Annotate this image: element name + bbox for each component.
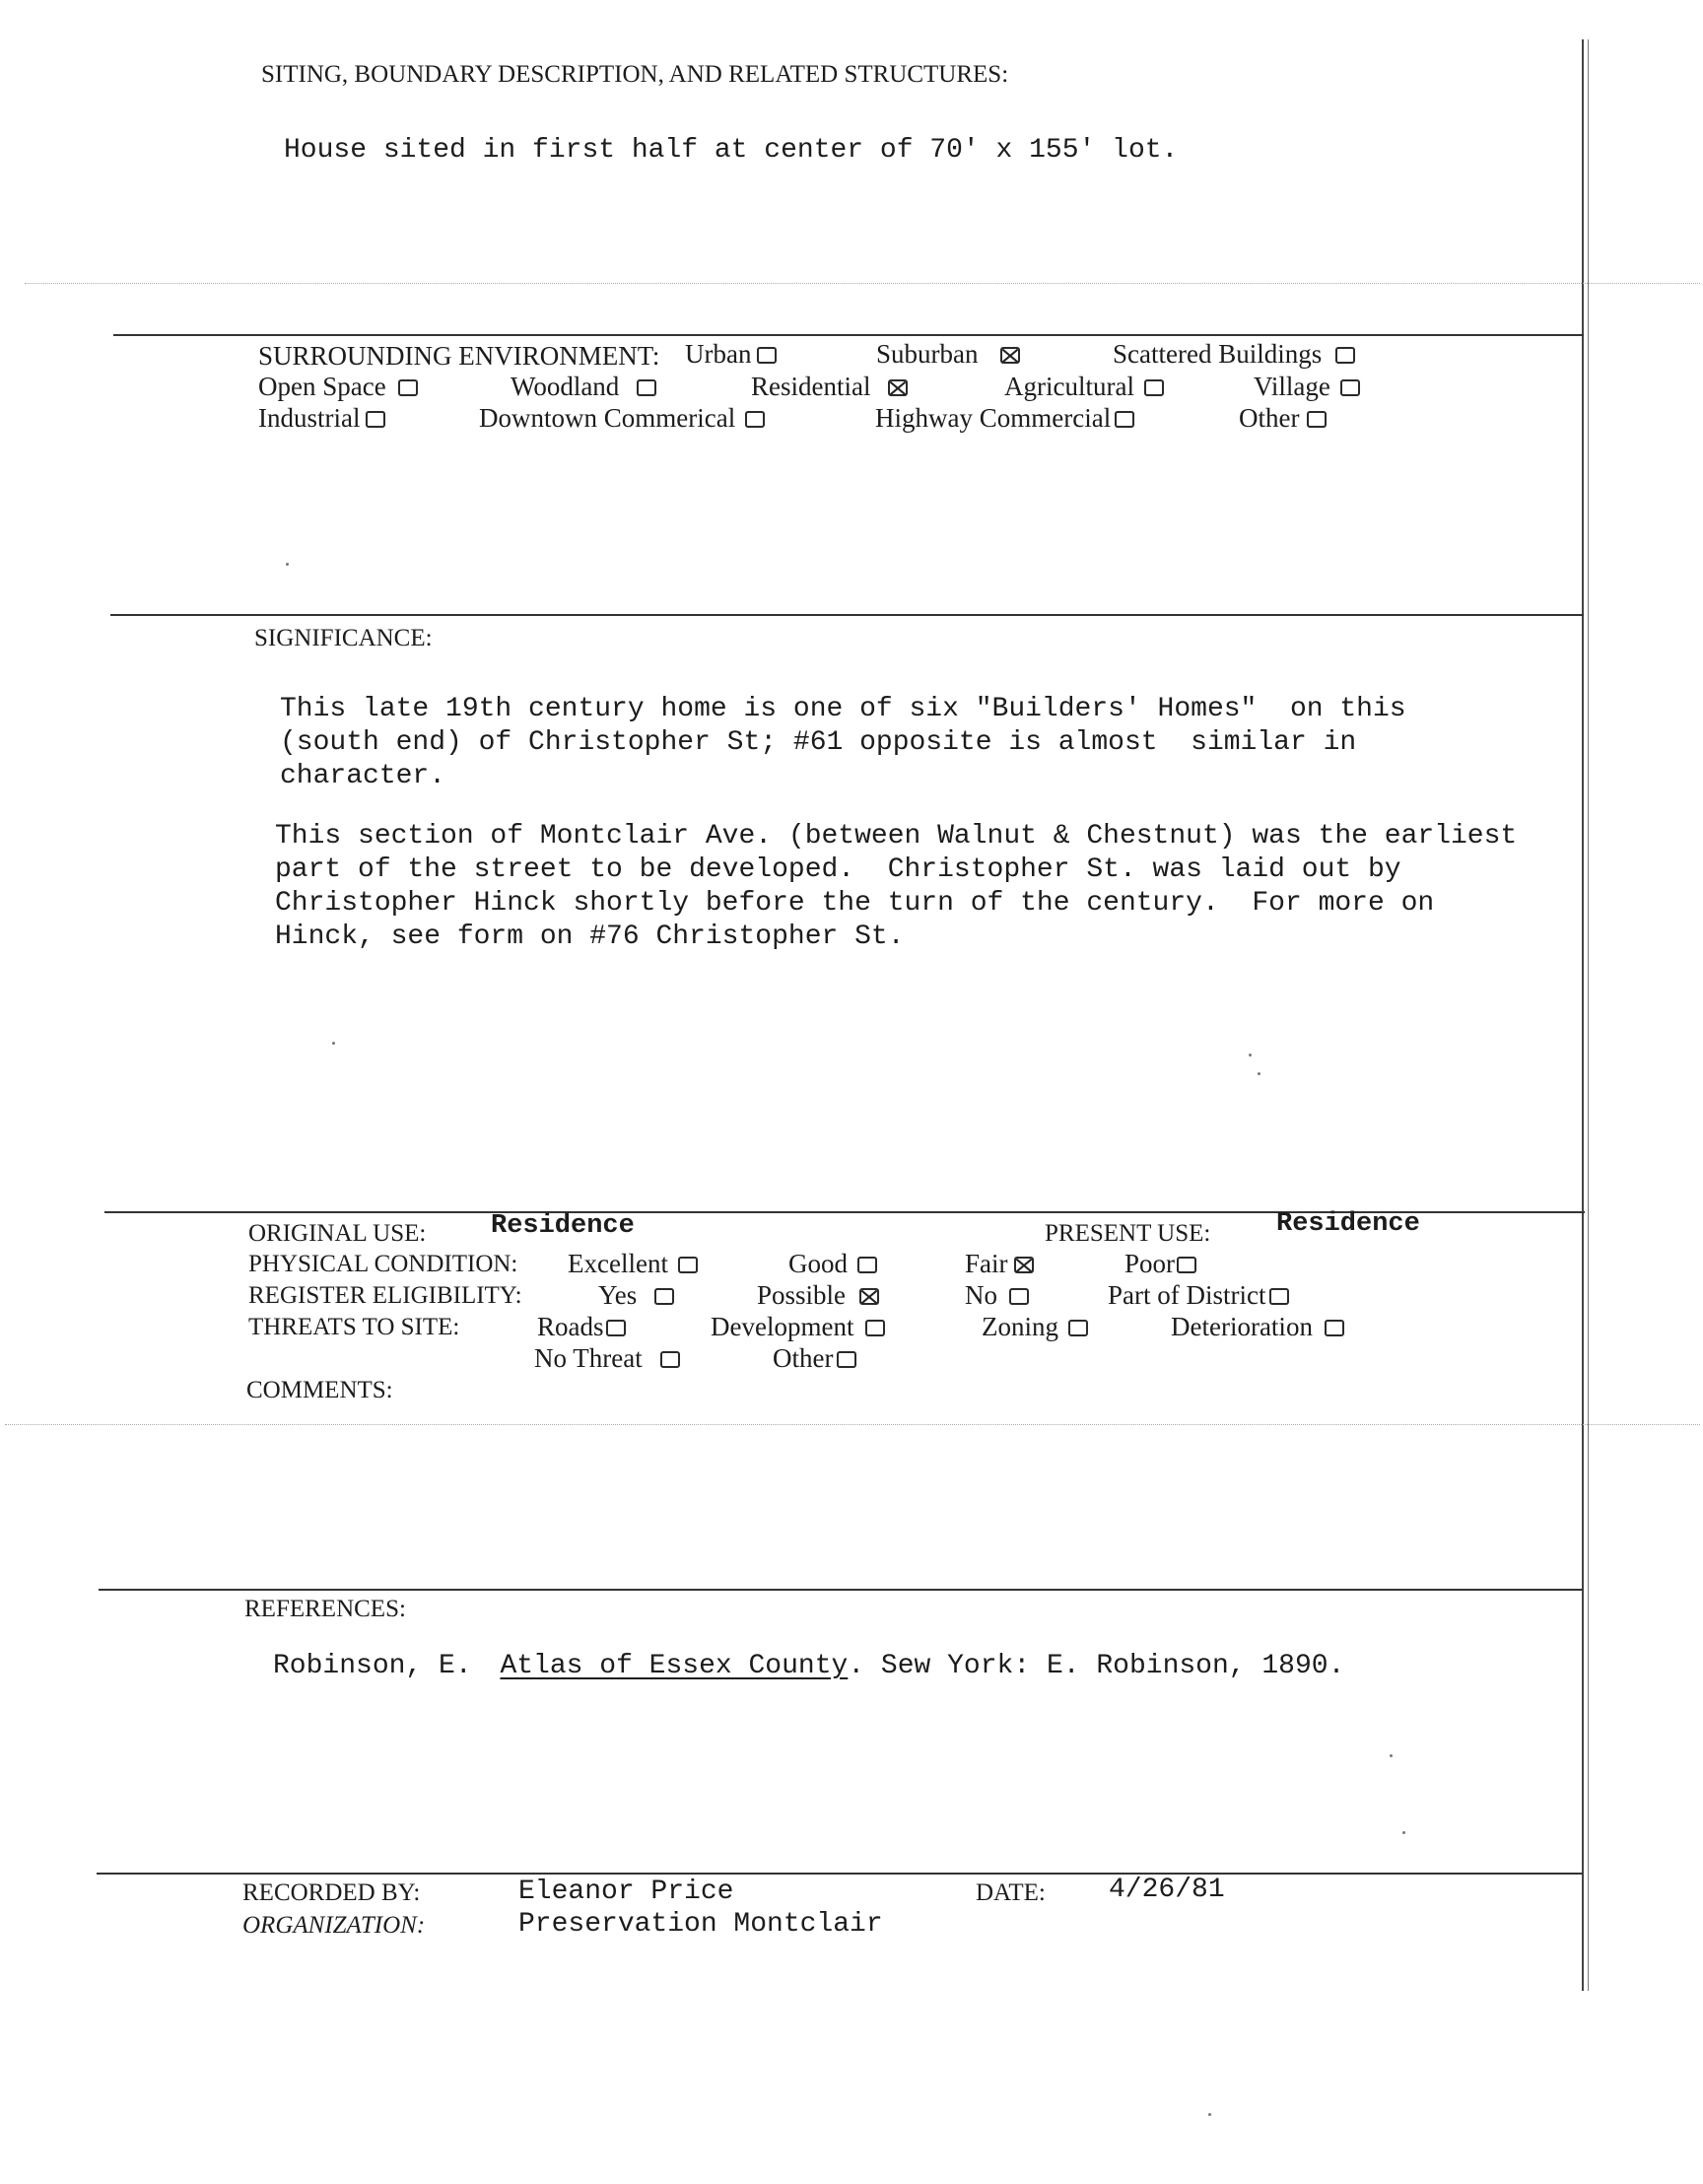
scan-speck xyxy=(1390,1754,1393,1757)
threats-label: THREATS TO SITE: xyxy=(248,1314,460,1340)
elig-yes: Yes xyxy=(598,1280,674,1311)
env-open-space: Open Space xyxy=(258,372,418,402)
threat-development: Development xyxy=(711,1312,885,1342)
threat-other-checkbox[interactable] xyxy=(837,1351,856,1368)
comments-label: COMMENTS: xyxy=(246,1377,393,1403)
env-scattered: Scattered Buildings xyxy=(1113,339,1355,370)
env-suburban: Suburban xyxy=(876,339,1020,370)
original-use-label: ORIGINAL USE: xyxy=(248,1220,427,1247)
open-space-checkbox[interactable] xyxy=(398,379,418,396)
part-district-checkbox[interactable] xyxy=(1269,1288,1289,1305)
env-industrial: Industrial xyxy=(258,403,385,434)
right-border-line xyxy=(1582,39,1584,1991)
date-value: 4/26/81 xyxy=(1109,1875,1225,1905)
scan-line xyxy=(25,283,1700,285)
roads-checkbox[interactable] xyxy=(606,1320,626,1336)
reference-entry xyxy=(273,1651,1344,1681)
significance-paragraph-1: This late 19th century home is one of six "Builders' Homes" on this (south end) of Christopher St; #61 opposite is almost similar in character. xyxy=(280,694,1406,791)
possible-checkbox[interactable] xyxy=(859,1288,879,1305)
residential-checkbox[interactable] xyxy=(888,379,908,396)
organization-value: Preservation Montclair xyxy=(518,1909,883,1940)
scan-line xyxy=(5,1424,1700,1426)
elig-part-district: Part of District xyxy=(1108,1280,1289,1311)
env-other: Other xyxy=(1239,403,1327,434)
reference-publisher: . Sew York: E. Robinson, 1890. xyxy=(848,1651,1345,1681)
section-divider xyxy=(110,614,1584,616)
siting-heading: SITING, BOUNDARY DESCRIPTION, AND RELATED STRUCTURES: xyxy=(261,61,1009,88)
fair-checkbox[interactable] xyxy=(1014,1257,1034,1273)
threat-zoning: Zoning xyxy=(982,1312,1088,1342)
threat-roads: Roads xyxy=(537,1312,626,1342)
scan-speck xyxy=(286,563,289,566)
industrial-checkbox[interactable] xyxy=(366,411,385,428)
organization-label: ORGANIZATION: xyxy=(242,1912,426,1939)
env-heading: SURROUNDING ENVIRONMENT: xyxy=(258,341,660,371)
present-use-value: Residence xyxy=(1276,1209,1420,1239)
section-divider xyxy=(99,1589,1583,1591)
present-use-label: PRESENT USE: xyxy=(1045,1220,1211,1247)
scan-speck xyxy=(1402,1831,1405,1834)
no-threat-checkbox[interactable] xyxy=(660,1351,680,1368)
right-border-line-2 xyxy=(1588,39,1589,1991)
env-downtown: Downtown Commerical xyxy=(479,403,765,434)
urban-checkbox[interactable] xyxy=(757,347,777,364)
agricultural-checkbox[interactable] xyxy=(1144,379,1164,396)
siting-text: House sited in first half at center of 70' x 155' lot. xyxy=(284,135,1179,166)
cond-good: Good xyxy=(788,1249,877,1279)
section-divider xyxy=(97,1873,1583,1875)
significance-paragraph-2: This section of Montclair Ave. (between Walnut & Chestnut) was the earliest part of the street to be developed. Christopher St. was laid out by Christopher Hinck shortly before the turn of the century. For more on Hinck, see form on #76 Christopher St. xyxy=(275,821,1518,952)
highway-checkbox[interactable] xyxy=(1115,411,1134,428)
threat-no-threat: No Threat xyxy=(534,1343,680,1374)
yes-checkbox[interactable] xyxy=(654,1288,674,1305)
reference-author: Robinson, E. xyxy=(273,1651,472,1681)
village-checkbox[interactable] xyxy=(1340,379,1360,396)
env-other-checkbox[interactable] xyxy=(1307,411,1327,428)
env-urban: Urban xyxy=(685,339,777,370)
eligibility-label: REGISTER ELIGIBILITY: xyxy=(248,1282,522,1309)
woodland-checkbox[interactable] xyxy=(637,379,656,396)
cond-poor: Poor xyxy=(1124,1249,1196,1279)
significance-heading: SIGNIFICANCE: xyxy=(254,625,433,651)
cond-excellent: Excellent xyxy=(568,1249,698,1279)
original-use-value: Residence xyxy=(491,1211,635,1241)
threat-other: Other xyxy=(773,1343,856,1374)
env-woodland: Woodland xyxy=(511,372,656,402)
scan-speck xyxy=(1249,1054,1252,1057)
suburban-checkbox[interactable] xyxy=(1000,347,1020,364)
env-highway: Highway Commercial xyxy=(875,403,1134,434)
references-heading: REFERENCES: xyxy=(244,1596,406,1622)
section-divider xyxy=(113,334,1584,336)
recorded-by-label: RECORDED BY: xyxy=(242,1879,421,1906)
env-village: Village xyxy=(1254,372,1360,402)
excellent-checkbox[interactable] xyxy=(678,1257,698,1273)
development-checkbox[interactable] xyxy=(865,1320,885,1336)
downtown-checkbox[interactable] xyxy=(745,411,765,428)
deterioration-checkbox[interactable] xyxy=(1325,1320,1344,1336)
env-agricultural: Agricultural xyxy=(1004,372,1164,402)
elig-possible: Possible xyxy=(757,1280,879,1311)
env-residential: Residential xyxy=(751,372,908,402)
cond-fair: Fair xyxy=(965,1249,1034,1279)
recorded-by-value: Eleanor Price xyxy=(518,1877,734,1907)
scan-speck xyxy=(1208,2113,1211,2116)
scan-speck xyxy=(332,1042,335,1045)
elig-no: No xyxy=(965,1280,1029,1311)
date-label: DATE: xyxy=(976,1879,1046,1906)
poor-checkbox[interactable] xyxy=(1177,1257,1196,1273)
reference-title: Atlas of Essex County xyxy=(500,1651,849,1681)
good-checkbox[interactable] xyxy=(857,1257,877,1273)
scan-speck xyxy=(1258,1072,1260,1075)
no-checkbox[interactable] xyxy=(1009,1288,1029,1305)
condition-label: PHYSICAL CONDITION: xyxy=(248,1251,518,1277)
zoning-checkbox[interactable] xyxy=(1068,1320,1088,1336)
threat-deterioration: Deterioration xyxy=(1171,1312,1344,1342)
scattered-checkbox[interactable] xyxy=(1335,347,1355,364)
